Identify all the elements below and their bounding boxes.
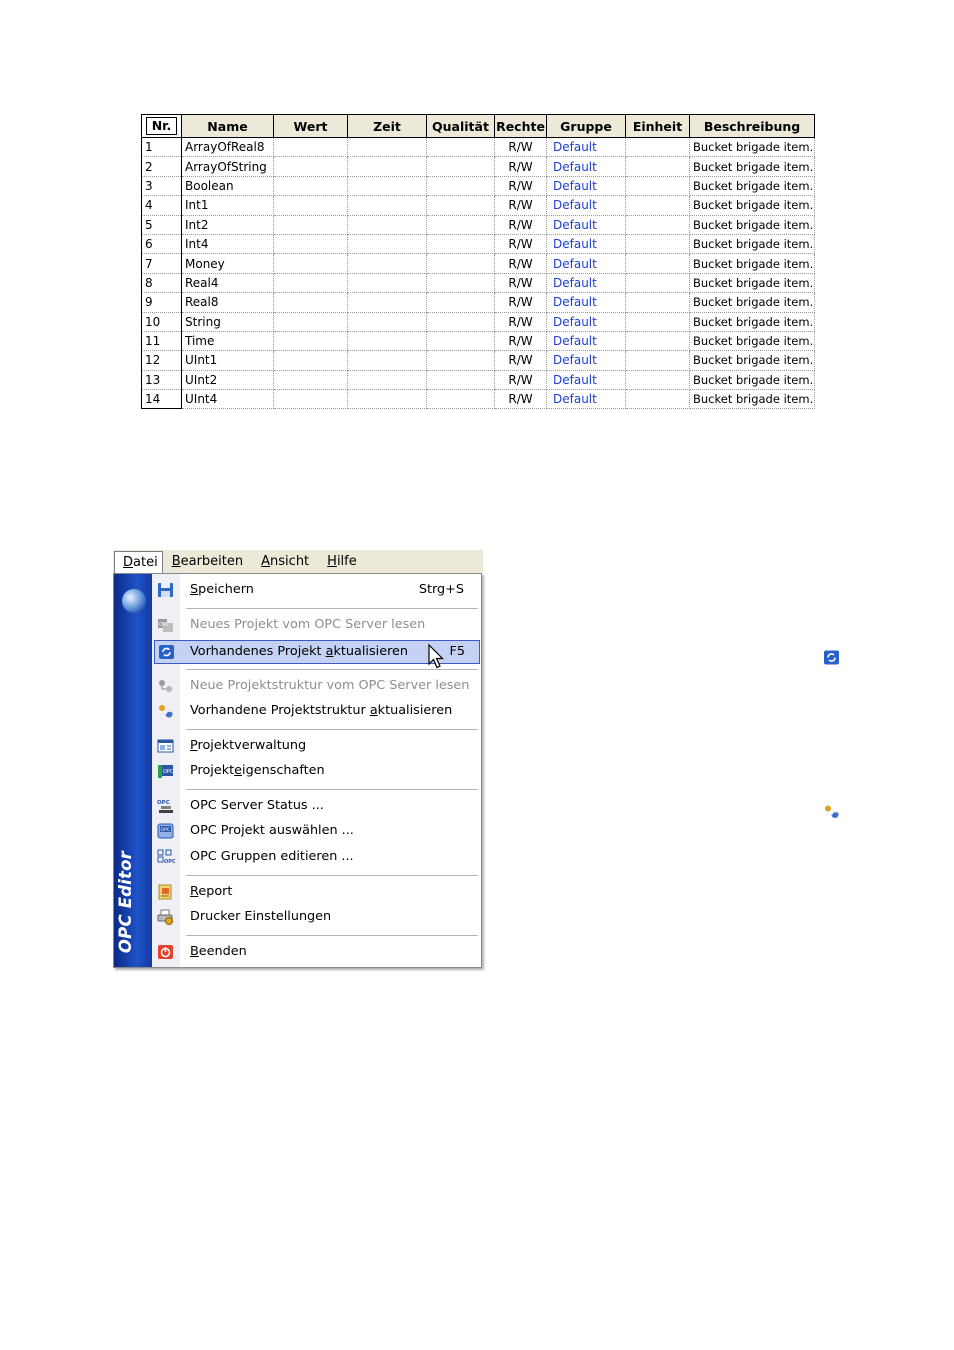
menu-item-speichern[interactable]: Speichern Strg+S (152, 578, 480, 602)
save-icon (157, 582, 174, 598)
cell-einheit[interactable] (626, 196, 690, 215)
cell-name[interactable]: Real4 (182, 273, 274, 292)
cell-beschreibung[interactable]: Bucket brigade item. (690, 370, 815, 389)
exit-icon (157, 944, 174, 960)
menu-item-report[interactable]: Report (152, 880, 480, 904)
cell-zeit[interactable] (348, 370, 427, 389)
menu-ansicht[interactable]: Ansicht (261, 554, 310, 569)
menu-hilfe[interactable]: Hilfe (327, 554, 357, 569)
cell-name[interactable]: String (182, 312, 274, 331)
cell-rechte[interactable]: R/W (495, 351, 547, 370)
svg-text:OPC: OPC (164, 859, 176, 865)
cell-qualitaet[interactable] (427, 138, 495, 157)
refresh-structure-icon (157, 703, 174, 719)
cell-rechte[interactable]: R/W (495, 293, 547, 312)
cell-zeit[interactable] (348, 390, 427, 409)
svg-text:OPC: OPC (163, 769, 174, 775)
cell-zeit[interactable] (348, 176, 427, 195)
cell-einheit[interactable] (626, 331, 690, 350)
cell-beschreibung[interactable]: Bucket brigade item. (690, 293, 815, 312)
refresh-structure-icon (823, 803, 840, 820)
table-row[interactable] (142, 215, 815, 234)
cell-nr[interactable]: 14 (142, 390, 182, 409)
cell-name[interactable]: Boolean (182, 176, 274, 195)
table-row[interactable] (142, 138, 815, 157)
table-header-row (142, 115, 815, 138)
cell-name[interactable]: ArrayOfReal8 (182, 138, 274, 157)
svg-text:OPC: OPC (160, 828, 171, 833)
cell-qualitaet[interactable] (427, 196, 495, 215)
menu-item-opc-server-status[interactable]: OPC OPC Server Status ... (157, 798, 324, 813)
cell-qualitaet[interactable] (427, 331, 495, 350)
report-icon (157, 884, 174, 900)
cell-nr[interactable]: 6 (142, 234, 182, 253)
cell-gruppe[interactable]: Default (547, 157, 626, 176)
cell-beschreibung[interactable]: Bucket brigade item. (690, 215, 815, 234)
menu-item-neues-projekt-lesen[interactable]: OPC Neues Projekt vom OPC Server lesen (159, 617, 426, 632)
cell-nr[interactable]: 3 (142, 176, 182, 195)
refresh-project-icon (823, 649, 840, 666)
menu-separator (186, 608, 478, 609)
table-row[interactable] (142, 234, 815, 253)
sidebar-brand-text: OPC Editor (116, 850, 135, 953)
cell-nr[interactable]: 7 (142, 254, 182, 273)
cell-gruppe[interactable]: Default (547, 215, 626, 234)
menu-sidebar-banner (114, 574, 152, 967)
cell-nr[interactable]: 4 (142, 196, 182, 215)
cell-gruppe[interactable]: Default (547, 293, 626, 312)
cell-zeit[interactable] (348, 254, 427, 273)
table-row[interactable] (142, 293, 815, 312)
cell-rechte[interactable]: R/W (495, 196, 547, 215)
menu-item-drucker-einstellungen[interactable]: Drucker Einstellungen (152, 905, 480, 929)
cell-name[interactable]: ArrayOfString (182, 157, 274, 176)
cell-einheit[interactable] (626, 370, 690, 389)
cell-wert[interactable] (274, 157, 348, 176)
cell-beschreibung[interactable]: Bucket brigade item. (690, 390, 815, 409)
menu-separator (186, 789, 478, 790)
cell-gruppe[interactable]: Default (547, 331, 626, 350)
table-row[interactable] (142, 351, 815, 370)
cell-qualitaet[interactable] (427, 273, 495, 292)
column-header-beschreibung[interactable]: Beschreibung (690, 115, 815, 138)
menu-separator (186, 875, 478, 876)
cell-einheit[interactable] (626, 138, 690, 157)
menu-item-opc-projekt-auswaehlen[interactable]: OPC OPC Projekt auswählen ... (152, 819, 480, 843)
opc-read-project-icon (157, 617, 174, 633)
cell-einheit[interactable] (626, 234, 690, 253)
table-row[interactable] (142, 273, 815, 292)
cell-einheit[interactable] (626, 176, 690, 195)
cell-rechte[interactable]: R/W (495, 176, 547, 195)
cell-wert[interactable] (274, 351, 348, 370)
cell-qualitaet[interactable] (427, 234, 495, 253)
table-row[interactable] (142, 331, 815, 350)
column-header-nr[interactable]: Nr. (142, 115, 182, 138)
cell-rechte[interactable]: R/W (495, 331, 547, 350)
menu-datei[interactable]: Datei (114, 551, 163, 574)
table-row[interactable] (142, 176, 815, 195)
cell-qualitaet[interactable] (427, 215, 495, 234)
cell-nr[interactable]: 11 (142, 331, 182, 350)
cell-wert[interactable] (274, 234, 348, 253)
cell-nr[interactable]: 13 (142, 370, 182, 389)
cell-wert[interactable] (274, 273, 348, 292)
menu-bar (113, 550, 483, 573)
cell-name[interactable]: Int1 (182, 196, 274, 215)
cell-beschreibung[interactable]: Bucket brigade item. (690, 157, 815, 176)
cell-name[interactable]: UInt2 (182, 370, 274, 389)
cell-rechte[interactable]: R/W (495, 234, 547, 253)
cell-zeit[interactable] (348, 331, 427, 350)
cell-nr[interactable]: 5 (142, 215, 182, 234)
column-header-wert[interactable]: Wert (274, 115, 348, 138)
menu-item-vorhandenes-projekt-aktualisieren[interactable]: Vorhandenes Projekt aktualisieren F5 (154, 640, 480, 664)
cell-einheit[interactable] (626, 390, 690, 409)
menu-separator (186, 935, 478, 936)
cell-name[interactable]: Int4 (182, 234, 274, 253)
menu-item-opc-gruppen-editieren[interactable]: OPC OPC Gruppen editieren ... (152, 845, 480, 869)
cell-wert[interactable] (274, 215, 348, 234)
cell-nr[interactable]: 12 (142, 351, 182, 370)
svg-text:OPC: OPC (159, 622, 170, 628)
table-row[interactable] (142, 157, 815, 176)
printer-icon (157, 909, 174, 925)
cell-gruppe[interactable]: Default (547, 234, 626, 253)
cell-gruppe[interactable]: Default (547, 351, 626, 370)
cell-name[interactable]: UInt1 (182, 351, 274, 370)
menu-separator (186, 729, 478, 730)
cell-beschreibung[interactable]: Bucket brigade item. (690, 351, 815, 370)
cell-name[interactable]: Time (182, 331, 274, 350)
cell-wert[interactable] (274, 331, 348, 350)
cell-beschreibung[interactable]: Bucket brigade item. (690, 254, 815, 273)
cell-einheit[interactable] (626, 254, 690, 273)
cell-qualitaet[interactable] (427, 293, 495, 312)
cell-wert[interactable] (274, 254, 348, 273)
cell-gruppe[interactable]: Default (547, 273, 626, 292)
cell-qualitaet[interactable] (427, 312, 495, 331)
cell-qualitaet[interactable] (427, 176, 495, 195)
mouse-pointer-icon (428, 644, 446, 670)
cell-name[interactable]: Int2 (182, 215, 274, 234)
cell-zeit[interactable] (348, 273, 427, 292)
table-row[interactable] (142, 196, 815, 215)
table-row[interactable] (142, 370, 815, 389)
cell-zeit[interactable] (348, 312, 427, 331)
column-header-name[interactable]: Name (182, 115, 274, 138)
column-header-einheit[interactable]: Einheit (626, 115, 690, 138)
datei-dropdown-menu (113, 573, 482, 968)
cell-rechte[interactable]: R/W (495, 390, 547, 409)
cell-einheit[interactable] (626, 215, 690, 234)
menu-item-neue-projektstruktur-lesen[interactable]: Neue Projektstruktur vom OPC Server lesen (152, 674, 480, 698)
project-properties-icon (157, 763, 174, 779)
table-body (142, 138, 815, 409)
cell-nr[interactable]: 9 (142, 293, 182, 312)
cell-rechte[interactable]: R/W (495, 138, 547, 157)
cell-wert[interactable] (274, 138, 348, 157)
cell-nr[interactable]: 8 (142, 273, 182, 292)
column-header-gruppe[interactable]: Gruppe (547, 115, 626, 138)
cell-rechte[interactable]: R/W (495, 370, 547, 389)
opc-items-table (141, 114, 815, 409)
menu-item-projektverwaltung[interactable]: Projektverwaltung (152, 734, 480, 758)
cell-zeit[interactable] (348, 234, 427, 253)
cell-einheit[interactable] (626, 351, 690, 370)
cell-gruppe[interactable]: Default (547, 176, 626, 195)
cell-qualitaet[interactable] (427, 351, 495, 370)
cell-qualitaet[interactable] (427, 370, 495, 389)
cell-nr[interactable]: 1 (142, 138, 182, 157)
cell-beschreibung[interactable]: Bucket brigade item. (690, 138, 815, 157)
cell-gruppe[interactable]: Default (547, 370, 626, 389)
cell-zeit[interactable] (348, 293, 427, 312)
cell-beschreibung[interactable]: Bucket brigade item. (690, 196, 815, 215)
server-status-icon (157, 798, 174, 814)
cell-gruppe[interactable]: Default (547, 254, 626, 273)
cell-zeit[interactable] (348, 157, 427, 176)
cell-wert[interactable] (274, 370, 348, 389)
cell-einheit[interactable] (626, 273, 690, 292)
cell-gruppe[interactable]: Default (547, 138, 626, 157)
edit-groups-icon (157, 849, 174, 865)
table-row[interactable] (142, 390, 815, 409)
cell-wert[interactable] (274, 176, 348, 195)
cell-qualitaet[interactable] (427, 157, 495, 176)
cell-rechte[interactable]: R/W (495, 312, 547, 331)
menu-item-projektstruktur-aktualisieren[interactable]: Vorhandene Projektstruktur aktualisieren (152, 699, 480, 723)
read-structure-icon (157, 678, 174, 694)
cell-wert[interactable] (274, 293, 348, 312)
cell-zeit[interactable] (348, 138, 427, 157)
cell-name[interactable]: UInt4 (182, 390, 274, 409)
cell-beschreibung[interactable]: Bucket brigade item. (690, 234, 815, 253)
table-row[interactable] (142, 312, 815, 331)
cell-beschreibung[interactable]: Bucket brigade item. (690, 273, 815, 292)
cell-name[interactable]: Real8 (182, 293, 274, 312)
menu-bearbeiten[interactable]: Bearbeiten (171, 554, 244, 569)
cell-beschreibung[interactable]: Bucket brigade item. (690, 331, 815, 350)
cell-gruppe[interactable]: Default (547, 312, 626, 331)
cell-einheit[interactable] (626, 293, 690, 312)
cell-beschreibung[interactable]: Bucket brigade item. (690, 312, 815, 331)
cell-gruppe[interactable]: Default (547, 390, 626, 409)
cell-wert[interactable] (274, 312, 348, 331)
cell-einheit[interactable] (626, 157, 690, 176)
cell-wert[interactable] (274, 196, 348, 215)
cell-qualitaet[interactable] (427, 254, 495, 273)
cell-nr[interactable]: 10 (142, 312, 182, 331)
cell-rechte[interactable]: R/W (495, 273, 547, 292)
cell-name[interactable]: Money (182, 254, 274, 273)
column-header-zeit[interactable]: Zeit (348, 115, 427, 138)
refresh-project-icon (158, 644, 175, 660)
cell-rechte[interactable]: R/W (495, 157, 547, 176)
menu-item-beenden[interactable]: Beenden (152, 940, 480, 964)
cell-einheit[interactable] (626, 312, 690, 331)
globe-icon (122, 589, 146, 613)
cell-zeit[interactable] (348, 196, 427, 215)
select-project-icon (157, 823, 174, 839)
project-management-icon (157, 738, 174, 754)
column-header-qualitaet[interactable]: Qualität (427, 115, 495, 138)
cell-zeit[interactable] (348, 215, 427, 234)
cell-rechte[interactable]: R/W (495, 254, 547, 273)
cell-gruppe[interactable]: Default (547, 196, 626, 215)
cell-qualitaet[interactable] (427, 390, 495, 409)
shortcut-label: Strg+S (418, 582, 464, 597)
column-header-rechte[interactable]: Rechte (495, 115, 547, 138)
svg-text:OPC: OPC (157, 800, 170, 806)
menu-item-projekteigenschaften[interactable]: OPC Projekteigenschaften (152, 759, 480, 783)
shortcut-label: F5 (449, 644, 465, 659)
cell-beschreibung[interactable]: Bucket brigade item. (690, 176, 815, 195)
cell-rechte[interactable]: R/W (495, 215, 547, 234)
cell-wert[interactable] (274, 390, 348, 409)
table-row[interactable] (142, 254, 815, 273)
cell-zeit[interactable] (348, 351, 427, 370)
cell-nr[interactable]: 2 (142, 157, 182, 176)
